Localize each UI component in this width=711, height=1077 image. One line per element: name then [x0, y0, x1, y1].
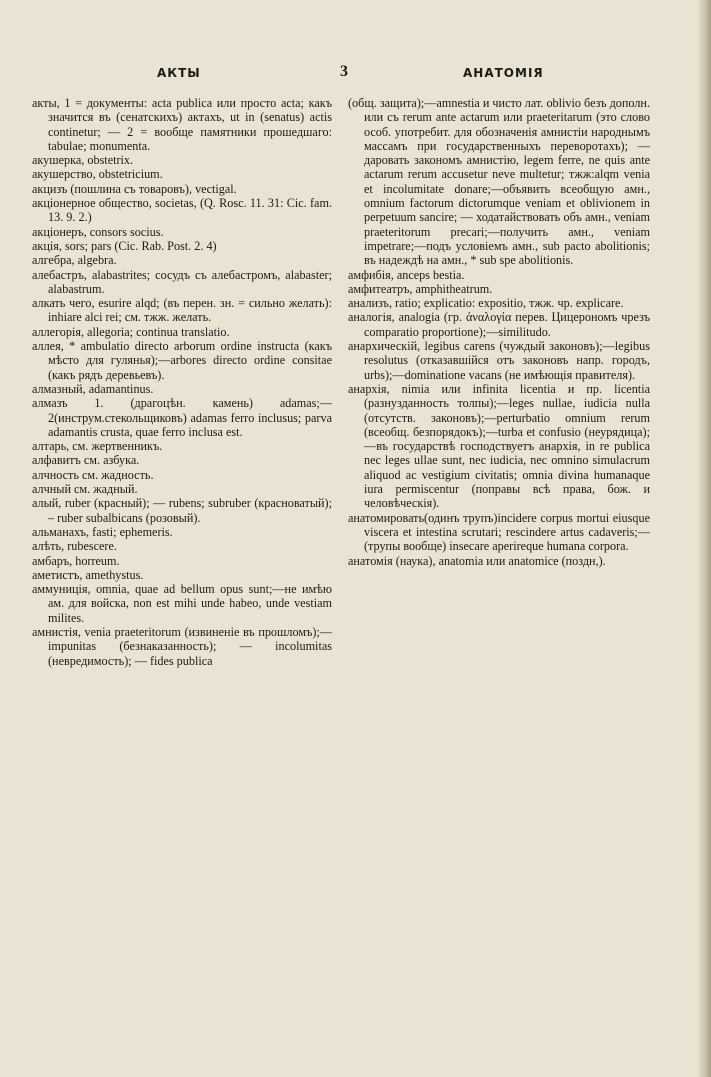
- dictionary-entry: амфитеатръ, amphitheatrum.: [348, 281, 493, 296]
- dictionary-entry: аллегорія, allegoria; continua translatio.: [32, 324, 230, 339]
- right-running-headword: АНАТОМІЯ: [463, 66, 544, 80]
- left-column: [32, 96, 332, 1056]
- dictionary-entry: акціонеръ, consors socius.: [32, 224, 164, 239]
- dictionary-entry: анализъ, ratio; explicatio: expositio, тжж. чр. explicare.: [348, 296, 624, 311]
- dictionary-entry: алѣть, rubescere.: [32, 539, 117, 554]
- dictionary-entry: аллея, * ambulatio directo arborum ordine instructa (какъ мѣсто для гулянья);—arbores directo ordine consitae (какъ рядъ деревьевъ).: [32, 339, 332, 382]
- dictionary-entry: анархія, nimia или infinita licentia и пр. licentia (разнузданность толпы);—leges nullae, iudicia nulla (отсутств. законовъ);—perturbatio omnium rerum (всеобщ. безпорядокъ);—turba et confusio (неурядица);—въ государствѣ господствуетъ анархія, in re publica nec leges ullae sunt, nec iudicia, nec omnino simulacrum aliquod ac vestigium civitatis; omnia divina humanaque iura permiscentur (поправы всѣ права, бож. и человѣческія).: [348, 381, 650, 511]
- dictionary-entry: альманахъ, fasti; ephemeris.: [32, 524, 173, 539]
- dictionary-entry: акція, sors; pars (Cic. Rab. Post. 2. 4): [32, 238, 217, 253]
- dictionary-entry: алмазный, adamantinus.: [32, 381, 154, 396]
- dictionary-entry: амбаръ, horreum.: [32, 553, 120, 568]
- page-header: [0, 63, 711, 86]
- dictionary-entry: алчность см. жадность.: [32, 467, 154, 482]
- dictionary-entry: алкать чего, esurire alqd; (въ перен. зн. = сильно желать): inhiare alci rei; см. тжж. желать.: [32, 296, 332, 325]
- dictionary-entry: аналогія, analogia (гр. ἀναλογία перев. Цицерономъ чрезъ comparatio proportione);—similitudo.: [348, 310, 650, 339]
- dictionary-entry: акушерка, obstetrix.: [32, 153, 134, 168]
- page-number: 3: [340, 63, 348, 80]
- dictionary-entry: алтарь, см. жертвенникъ.: [32, 439, 163, 454]
- right-column: [348, 96, 650, 1056]
- dictionary-entry: алгебра, algebra.: [32, 253, 117, 268]
- dictionary-entry: алмазъ 1. (драгоцѣн. камень) adamas;—2(инструм.стекольщиковъ) adamas ferro inclusus; parva adamantis crusta, quae ferro inclusa est.: [32, 396, 332, 439]
- dictionary-entry: анатомировать(одинъ трупъ)incidere corpus mortui eiusque viscera et intestina scrutari; rescindere artus cadaveris;—(трупы вообще) insecare aperireque humana corpora.: [348, 510, 650, 554]
- dictionary-entry: акцизъ (пошлина съ товаровъ), vectigal.: [32, 181, 237, 196]
- dictionary-entry: алфавитъ см. азбука.: [32, 453, 140, 468]
- dictionary-entry: амнистія, venia praeteritorum (извиненіе въ прошломъ);—impunitas (безнаказанность); — incolumitas (невредимость); — fides publica: [32, 624, 332, 668]
- dictionary-entry: алчный см. жадный.: [32, 482, 138, 497]
- dictionary-entry: акушерство, obstetricium.: [32, 167, 163, 182]
- dictionary-entry: анархическій, legibus carens (чуждый законовъ);—legibus resolutus (отказавшійся отъ законовъ напр. городъ, urbs);—dominatione vacans (не имѣющія правителя).: [348, 339, 650, 382]
- dictionary-entry: (общ. защита);—amnestia и чисто лат. oblivio безъ дополн. или съ rerum ante actarum или praeteritarum (это слово особ. употребит. для обозначенія амнистіи народнымъ массамъ при государственныхъ переворотахъ); — даровать закономъ амнистію, legem ferre, ne quis ante actarum rerum accusetur neve multetur; тжж:alqm venia et incolumitate donare;—объявить всеобщую амн., omnium factorum dictorumque veniam et oblivionem in perpetuum sancire; — ходатайствовать объ амн., veniam praeteritorum precari;—получить амн., veniam impetrare;—подъ условіемъ амн., sub pacto abolitionis; въ надеждѣ на амн., * sub spe abolitionis.: [348, 96, 650, 268]
- dictionary-entry: алебастръ, alabastrites; сосудъ съ алебастромъ, alabaster; alabastrum.: [32, 267, 332, 296]
- dictionary-entry: акціонерное общество, societas, (Q. Rosc. 11. 31: Cic. fam. 13. 9. 2.): [32, 196, 332, 225]
- left-running-headword: АКТЫ: [157, 66, 201, 80]
- dictionary-entry: алый, ruber (красный); — rubens; subruber (красноватый); – ruber subalbicans (розовый).: [32, 496, 332, 525]
- dictionary-entry: анатомія (наука), anatomia или anatomice (поздн,).: [348, 553, 606, 568]
- dictionary-entry: амфибія, anceps bestia.: [348, 267, 465, 282]
- page-spine-shadow: [697, 0, 711, 1077]
- dictionary-entry: аммуниція, omnia, quae ad bellum opus sunt;—не имѣю ам. для войска, non est mihi unde habeo, unde vestiam milites.: [32, 582, 332, 625]
- dictionary-entry: аметистъ, amethystus.: [32, 567, 144, 582]
- dictionary-entry: акты, 1 = документы: acta publica или просто acta; какъ значится въ (сенатскихъ) актахъ, ut in (senatus) actis continetur; — 2 = вообще памятники прошедшаго: tabulae; monumenta.: [32, 96, 332, 153]
